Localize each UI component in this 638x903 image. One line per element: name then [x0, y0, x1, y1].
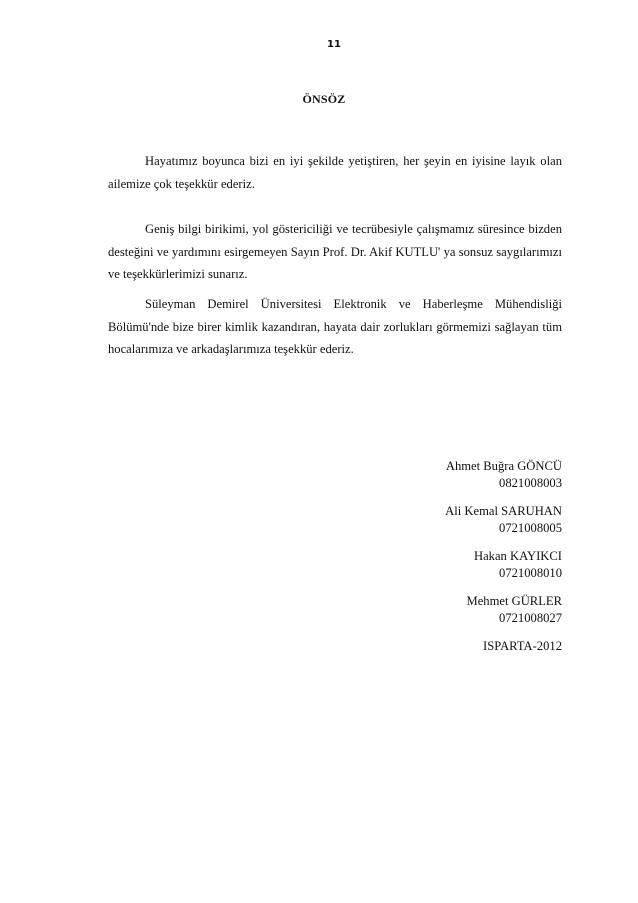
author-name: Mehmet GÜRLER — [466, 594, 562, 608]
author-name: Ali Kemal SARUHAN — [445, 504, 562, 518]
signature-entry — [400, 458, 562, 491]
signature-entry — [400, 593, 562, 626]
signature-entry — [400, 548, 562, 581]
paragraph-family-thanks — [108, 150, 562, 195]
page-number: 11 — [327, 39, 341, 50]
signature-block — [400, 458, 562, 654]
student-number: 0721008010 — [499, 565, 562, 580]
paragraph-text: Geniş bilgi birikimi, yol göstericiliği ve tecrübesiyle çalışmamız süresince bizden desteğini ve yardımını esirgemeyen Sayın Prof. Dr. Akif KUTLU' ya sonsuz saygılarımızı ve teşekkürlerimizi sunarız. — [108, 222, 562, 281]
paragraph-department-thanks — [108, 293, 562, 361]
paragraph-advisor-thanks — [108, 218, 562, 286]
author-name: Hakan KAYIKCI — [473, 549, 562, 563]
student-number: 0821008003 — [499, 475, 562, 490]
place-date: ISPARTA-2012 — [483, 639, 562, 653]
paragraph-text: Hayatımız boyunca bizi en iyi şekilde yetiştiren, her şeyin en iyisine layık olan ailemize çok teşekkür ederiz. — [108, 154, 562, 191]
student-number: 0721008005 — [499, 520, 562, 535]
student-number: 0721008027 — [499, 610, 562, 625]
signature-entry — [400, 503, 562, 536]
paragraph-text: Süleyman Demirel Üniversitesi Elektronik ve Haberleşme Mühendisliği Bölümü'nde bize birer kimlik kazandıran, hayata dair zorlukları görmemizi sağlayan tüm hocalarımıza ve arkadaşlarımıza teşekkür ederiz. — [108, 297, 562, 356]
author-name: Ahmet Buğra GÖNCÜ — [445, 459, 562, 473]
section-title: ÖNSÖZ — [302, 92, 346, 106]
